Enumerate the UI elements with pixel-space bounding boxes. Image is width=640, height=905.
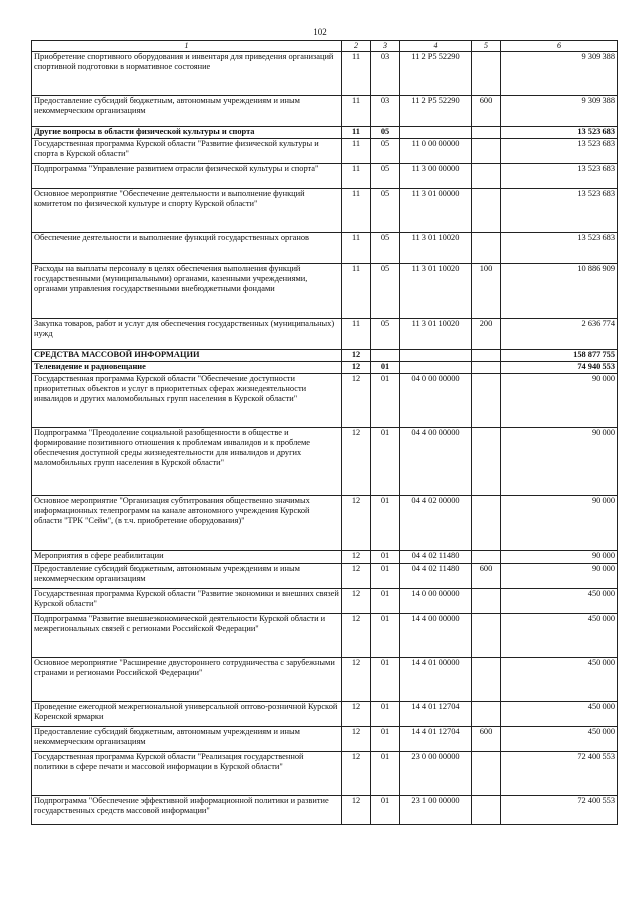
expense-type-code [472, 350, 501, 362]
target-article-code: 11 3 00 00000 [400, 164, 472, 189]
target-article-code: 14 4 01 12704 [400, 727, 472, 752]
row-name: Подпрограмма "Управление развитием отрасли физической культуры и спорта" [32, 164, 342, 189]
expense-type-code [472, 164, 501, 189]
amount: 9 309 388 [501, 96, 618, 127]
column-header: 2 [342, 41, 371, 52]
row-name: Обеспечение деятельности и выполнение функций государственных органов [32, 233, 342, 264]
expense-type-code [472, 428, 501, 496]
table-row [32, 564, 618, 589]
page-number: 102 [313, 27, 327, 37]
section-code: 11 [342, 164, 371, 189]
amount: 9 309 388 [501, 52, 618, 96]
row-name: Подпрограмма "Развитие внешнеэкономической деятельности Курской области и межрегиональных связей с регионами Российской Федерации" [32, 614, 342, 658]
section-code: 12 [342, 362, 371, 374]
row-name: Другие вопросы в области физической культуры и спорта [32, 127, 342, 139]
expense-type-code [472, 796, 501, 825]
expense-type-code [472, 127, 501, 139]
expense-type-code [472, 658, 501, 702]
subsection-code: 05 [371, 139, 400, 164]
row-name: Государственная программа Курской области "Обеспечение доступности приоритетных объектов и услуг в приоритетных сферах жизнедеятельности инвалидов и других маломобильных групп населения в Курской области" [32, 374, 342, 428]
subsection-code: 05 [371, 189, 400, 233]
subsection-code: 05 [371, 233, 400, 264]
table-row [32, 362, 618, 374]
subsection-code: 03 [371, 96, 400, 127]
target-article-code: 23 0 00 00000 [400, 752, 472, 796]
row-name: Подпрограмма "Преодоление социальной разобщенности в обществе и формирование позитивного отношения к проблемам инвалидов и к проблеме обеспечения доступной среды жизнедеятельности для инвалидов и других маломобильных групп населения в Курской области" [32, 428, 342, 496]
table-row [32, 350, 618, 362]
amount: 13 523 683 [501, 233, 618, 264]
subsection-code: 01 [371, 702, 400, 727]
target-article-code: 11 2 Р5 52290 [400, 52, 472, 96]
row-name: Предоставление субсидий бюджетным, автономным учреждениям и иным некоммерческим организациям [32, 564, 342, 589]
column-header: 6 [501, 41, 618, 52]
target-article-code [400, 362, 472, 374]
amount: 450 000 [501, 702, 618, 727]
table-row [32, 52, 618, 96]
target-article-code: 04 4 02 11480 [400, 564, 472, 589]
table-row [32, 658, 618, 702]
section-code: 12 [342, 428, 371, 496]
section-code: 12 [342, 752, 371, 796]
row-name: Основное мероприятие "Обеспечение деятельности и выполнение функций комитетом по физической культуре и спорту Курской области" [32, 189, 342, 233]
row-name: Телевидение и радиовещание [32, 362, 342, 374]
row-name: Государственная программа Курской области "Развитие экономики и внешних связей Курской области" [32, 589, 342, 614]
amount: 450 000 [501, 614, 618, 658]
table-row [32, 164, 618, 189]
row-name: Государственная программа Курской области "Развитие физической культуры и спорта в Курской области" [32, 139, 342, 164]
section-code: 11 [342, 319, 371, 350]
row-name: Проведение ежегодной межрегиональной универсальной оптово-розничной Курской Коренской ярмарки [32, 702, 342, 727]
row-name: Подпрограмма "Обеспечение эффективной информационной политики и развитие государственных средств массовой информации" [32, 796, 342, 825]
subsection-code: 01 [371, 614, 400, 658]
target-article-code: 11 3 01 10020 [400, 319, 472, 350]
amount: 450 000 [501, 589, 618, 614]
row-name: Предоставление субсидий бюджетным, автономным учреждениям и иным некоммерческим организациям [32, 96, 342, 127]
table-row [32, 127, 618, 139]
table-row [32, 589, 618, 614]
expense-type-code [472, 589, 501, 614]
expense-type-code [472, 752, 501, 796]
amount: 13 523 683 [501, 164, 618, 189]
section-code: 12 [342, 551, 371, 564]
expense-type-code [472, 362, 501, 374]
subsection-code: 01 [371, 496, 400, 551]
amount: 90 000 [501, 551, 618, 564]
target-article-code: 11 3 01 10020 [400, 264, 472, 319]
table-row [32, 139, 618, 164]
section-code: 12 [342, 374, 371, 428]
table-row [32, 796, 618, 825]
row-name: Приобретение спортивного оборудования и инвентаря для приведения организаций спортивной подготовки в нормативное состояние [32, 52, 342, 96]
target-article-code [400, 127, 472, 139]
table-row [32, 702, 618, 727]
subsection-code [371, 350, 400, 362]
target-article-code: 14 4 00 00000 [400, 614, 472, 658]
subsection-code: 01 [371, 428, 400, 496]
subsection-code: 05 [371, 319, 400, 350]
budget-table [31, 40, 618, 825]
column-header: 5 [472, 41, 501, 52]
expense-type-code [472, 189, 501, 233]
subsection-code: 01 [371, 727, 400, 752]
section-code: 11 [342, 52, 371, 96]
section-code: 11 [342, 189, 371, 233]
table-row [32, 496, 618, 551]
row-name: Предоставление субсидий бюджетным, автономным учреждениям и иным некоммерческим организациям [32, 727, 342, 752]
section-code: 11 [342, 233, 371, 264]
target-article-code: 11 3 01 10020 [400, 233, 472, 264]
subsection-code: 05 [371, 264, 400, 319]
table-row [32, 233, 618, 264]
row-name: Расходы на выплаты персоналу в целях обеспечения выполнения функций государственными (муниципальными) органами, казенными учреждениями, органами управления государственными внебюджетными фондами [32, 264, 342, 319]
subsection-code: 05 [371, 164, 400, 189]
section-code: 12 [342, 796, 371, 825]
row-name: СРЕДСТВА МАССОВОЙ ИНФОРМАЦИИ [32, 350, 342, 362]
subsection-code: 01 [371, 752, 400, 796]
amount: 72 400 553 [501, 796, 618, 825]
expense-type-code [472, 52, 501, 96]
expense-type-code [472, 614, 501, 658]
row-name: Закупка товаров, работ и услуг для обеспечения государственных (муниципальных) нужд [32, 319, 342, 350]
amount: 72 400 553 [501, 752, 618, 796]
expense-type-code [472, 702, 501, 727]
subsection-code: 01 [371, 658, 400, 702]
subsection-code: 05 [371, 127, 400, 139]
amount: 13 523 683 [501, 127, 618, 139]
section-code: 12 [342, 350, 371, 362]
subsection-code: 01 [371, 551, 400, 564]
section-code: 12 [342, 496, 371, 551]
target-article-code: 14 4 01 00000 [400, 658, 472, 702]
table-row [32, 551, 618, 564]
expense-type-code: 200 [472, 319, 501, 350]
subsection-code: 01 [371, 374, 400, 428]
section-code: 11 [342, 264, 371, 319]
table-row [32, 189, 618, 233]
amount: 90 000 [501, 564, 618, 589]
target-article-code: 14 4 01 12704 [400, 702, 472, 727]
subsection-code: 01 [371, 362, 400, 374]
table-row [32, 96, 618, 127]
target-article-code: 11 3 01 00000 [400, 189, 472, 233]
amount: 158 877 755 [501, 350, 618, 362]
amount: 13 523 683 [501, 189, 618, 233]
expense-type-code [472, 496, 501, 551]
section-code: 11 [342, 127, 371, 139]
section-code: 12 [342, 589, 371, 614]
subsection-code: 01 [371, 589, 400, 614]
amount: 13 523 683 [501, 139, 618, 164]
table-row [32, 319, 618, 350]
expense-type-code: 600 [472, 564, 501, 589]
table-row [32, 727, 618, 752]
row-name: Основное мероприятие "Организация субтитрования общественно значимых информационных телепрограмм на канале автономного учреждения Курской области "ТРК "Сейм", (в т.ч. приобретение оборудования)" [32, 496, 342, 551]
amount: 90 000 [501, 496, 618, 551]
section-code: 12 [342, 614, 371, 658]
table-header-row [32, 41, 618, 52]
expense-type-code: 600 [472, 727, 501, 752]
expense-type-code [472, 374, 501, 428]
target-article-code: 23 1 00 00000 [400, 796, 472, 825]
expense-type-code [472, 139, 501, 164]
table-row [32, 428, 618, 496]
target-article-code [400, 350, 472, 362]
amount: 90 000 [501, 428, 618, 496]
row-name: Государственная программа Курской области "Реализация государственной политики в сфере печати и массовой информации в Курской области" [32, 752, 342, 796]
column-header: 4 [400, 41, 472, 52]
target-article-code: 11 0 00 00000 [400, 139, 472, 164]
amount: 450 000 [501, 658, 618, 702]
row-name: Основное мероприятие "Расширение двустороннего сотрудничества с зарубежными странами и регионами Российской Федерации" [32, 658, 342, 702]
subsection-code: 01 [371, 564, 400, 589]
expense-type-code: 600 [472, 96, 501, 127]
target-article-code: 04 4 02 00000 [400, 496, 472, 551]
column-header: 1 [32, 41, 342, 52]
section-code: 11 [342, 96, 371, 127]
section-code: 11 [342, 139, 371, 164]
section-code: 12 [342, 658, 371, 702]
subsection-code: 01 [371, 796, 400, 825]
amount: 2 636 774 [501, 319, 618, 350]
expense-type-code [472, 551, 501, 564]
expense-type-code [472, 233, 501, 264]
table-row [32, 374, 618, 428]
amount: 450 000 [501, 727, 618, 752]
target-article-code: 04 4 02 11480 [400, 551, 472, 564]
table-row [32, 614, 618, 658]
section-code: 12 [342, 564, 371, 589]
row-name: Мероприятия в сфере реабилитации [32, 551, 342, 564]
column-header: 3 [371, 41, 400, 52]
table-row [32, 264, 618, 319]
amount: 10 886 909 [501, 264, 618, 319]
section-code: 12 [342, 702, 371, 727]
expense-type-code: 100 [472, 264, 501, 319]
subsection-code: 03 [371, 52, 400, 96]
target-article-code: 04 0 00 00000 [400, 374, 472, 428]
section-code: 12 [342, 727, 371, 752]
amount: 90 000 [501, 374, 618, 428]
amount: 74 940 553 [501, 362, 618, 374]
target-article-code: 04 4 00 00000 [400, 428, 472, 496]
target-article-code: 14 0 00 00000 [400, 589, 472, 614]
table-row [32, 752, 618, 796]
target-article-code: 11 2 Р5 52290 [400, 96, 472, 127]
